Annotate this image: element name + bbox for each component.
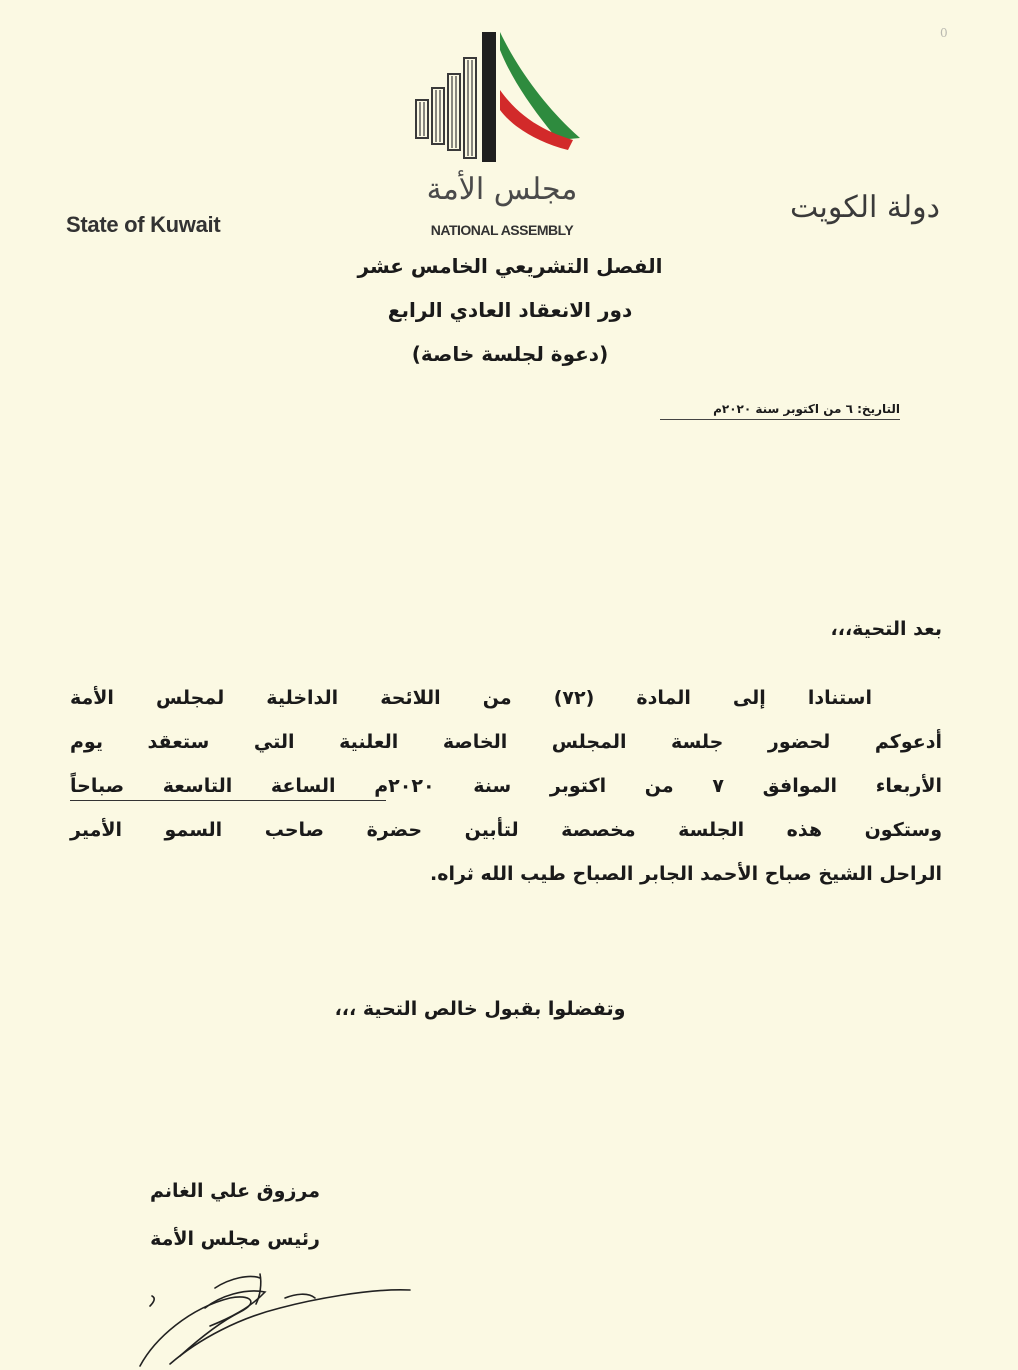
- closing-salutation: وتفضلوا بقبول خالص التحية ،،،: [334, 998, 626, 1020]
- greeting: بعد التحية،،،: [830, 618, 942, 640]
- signatory-name: مرزوق علي الغانم: [149, 1180, 320, 1202]
- handwritten-signature: [110, 1268, 420, 1368]
- logo-arabic-name: مجلس الأمة: [426, 172, 578, 207]
- body-line: استنادا إلى المادة (٧٢) من اللائحة الداخلية لمجلس الأمة: [70, 687, 872, 709]
- body-line: الأربعاء الموافق ٧ من اكتوبر سنة ٢٠٢٠م الساعة التاسعة صباحاً: [70, 775, 943, 797]
- page-number: 0: [940, 26, 948, 40]
- state-of-kuwait-en: State of Kuwait: [66, 212, 221, 237]
- body-line: أدعوكم لحضور جلسة المجلس الخاصة العلنية التي ستعقد يوم: [70, 731, 942, 753]
- logo-columns: [416, 58, 476, 158]
- logo-green-arc: [500, 32, 580, 140]
- logo-english-name: NATIONAL ASSEMBLY: [430, 222, 574, 238]
- letter-body: [70, 676, 942, 896]
- state-of-kuwait-ar: دولة الكويت: [790, 190, 940, 225]
- heading-legislative-term: الفصل التشريعي الخامس عشر: [357, 254, 663, 278]
- time-underline: [70, 800, 386, 801]
- national-assembly-logo-icon: [408, 30, 588, 170]
- body-line: وستكون هذه الجلسة مخصصة لتأبين حضرة صاحب السمو الأمير: [70, 819, 942, 841]
- body-line: الراحل الشيخ صباح الأحمد الجابر الصباح طيب الله ثراه.: [430, 863, 942, 885]
- logo-black-pillar: [482, 32, 496, 162]
- signatory-title: رئيس مجلس الأمة: [150, 1228, 320, 1250]
- heading-session-round: دور الانعقاد العادي الرابع: [387, 298, 633, 322]
- heading-invitation: (دعوة لجلسة خاصة): [411, 342, 609, 366]
- document-date: التاريخ: ٦ من اكتوبر سنة ٢٠٢٠م: [660, 402, 900, 420]
